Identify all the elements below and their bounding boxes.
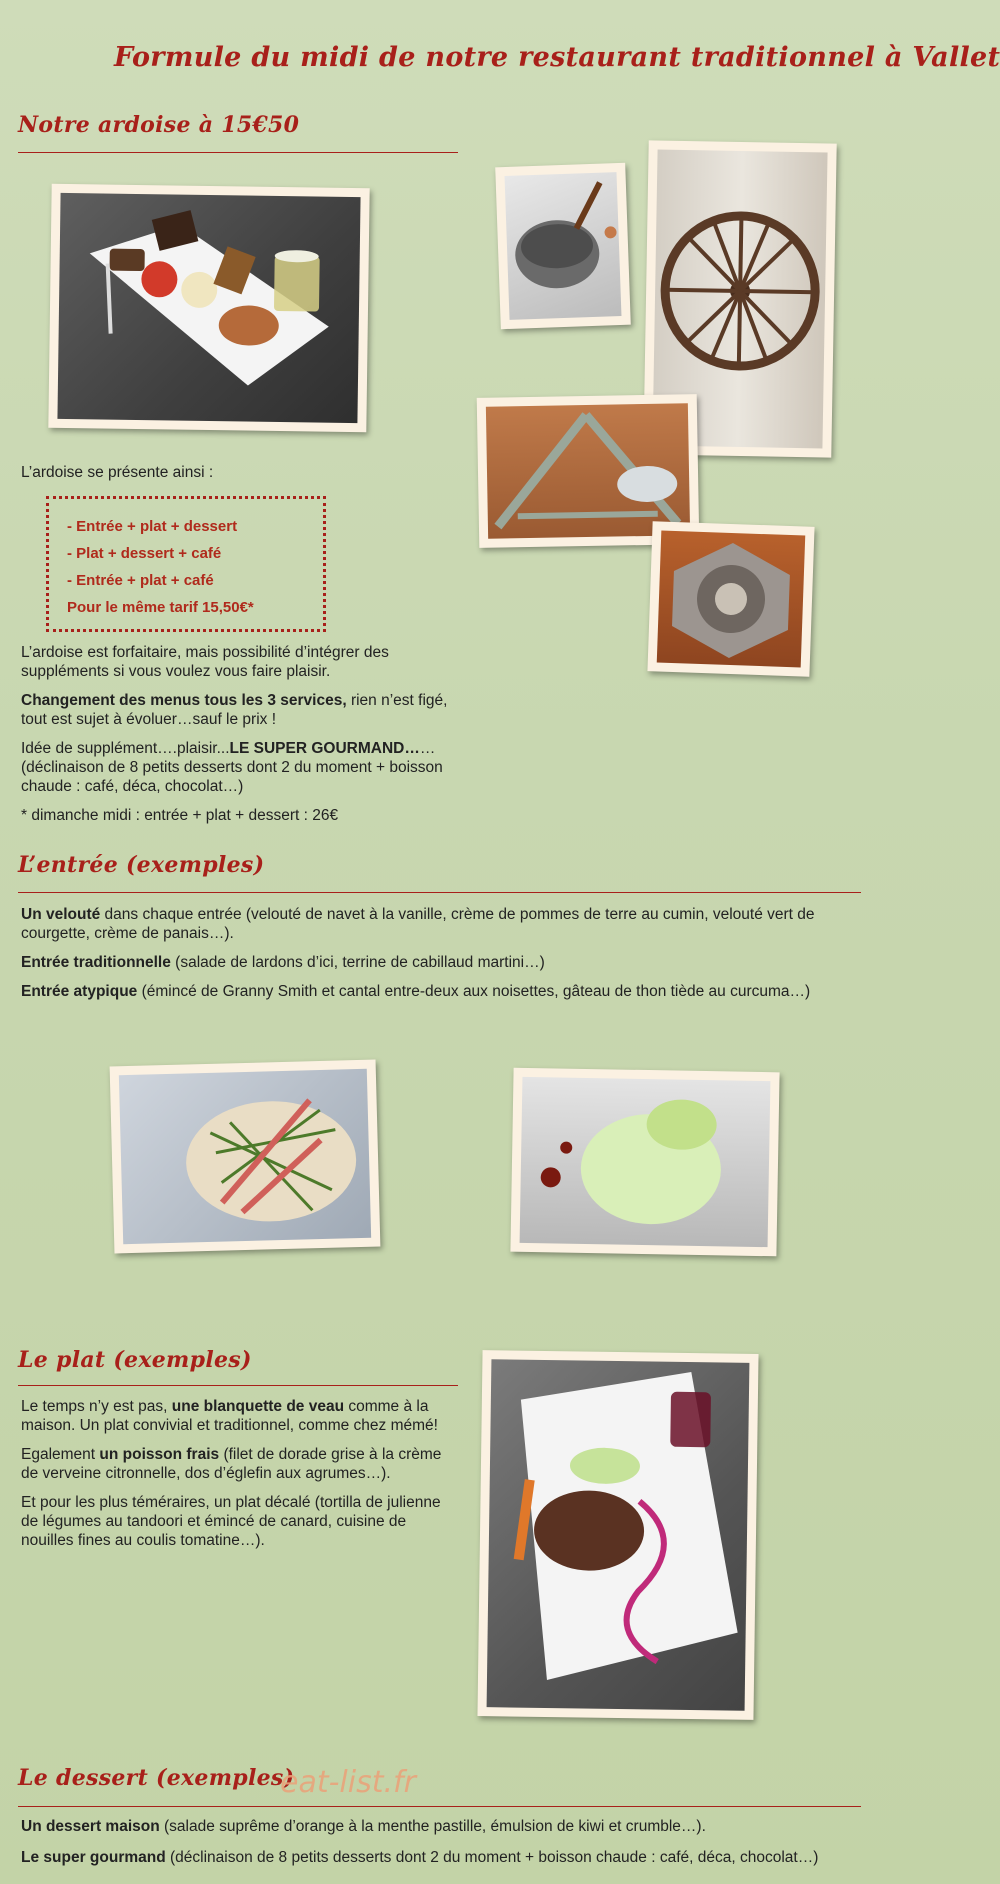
dessert-line: Un dessert maison (salade suprême d’orange à la menthe pastille, émulsion de kiwi et crumble…).: [21, 1818, 706, 1835]
rack-illustration: [486, 403, 690, 539]
ardoise-paragraph: Changement des menus tous les 3 services, rien n’est figé, tout est sujet à évoluer…sauf le prix !: [21, 692, 448, 728]
dessert-heading: Le dessert (exemples): [18, 1765, 295, 1791]
entree-photo-2: [510, 1068, 779, 1257]
offer-price: Pour le même tarif 15,50€*: [67, 599, 254, 616]
ardoise-plate-illustration: [57, 193, 360, 423]
offer-box: [46, 496, 326, 632]
entree-photo-2-illustration: [520, 1077, 771, 1247]
ardoise-intro: L’ardoise se présente ainsi :: [21, 464, 214, 481]
dessert-divider: [18, 1806, 861, 1807]
offer-item: - Plat + dessert + café: [67, 545, 222, 562]
colander-illustration: [505, 172, 622, 320]
entree-photo-1: [110, 1060, 381, 1254]
ardoise-paragraph: L’ardoise est forfaitaire, mais possibilité d’intégrer des suppléments si vous voulez vous faire plaisir.: [21, 644, 389, 680]
offer-item: - Entrée + plat + dessert: [67, 518, 238, 535]
plat-details: [21, 1397, 461, 1560]
entree-line: Entrée atypique (émincé de Granny Smith et cantal entre-deux aux noisettes, gâteau de thon tiède au curcuma…): [21, 983, 811, 1000]
entree-line: Entrée traditionnelle (salade de lardons d’ici, terrine de cabillaud martini…): [21, 954, 545, 971]
plat-photo-illustration: [487, 1359, 750, 1711]
plat-paragraph: Le temps n’y est pas, une blanquette de veau comme à la maison. Un plat convivial et traditionnel, comme chez mémé!: [21, 1398, 438, 1434]
ardoise-divider: [18, 152, 458, 153]
dessert-details: [21, 1817, 861, 1877]
ardoise-details: [21, 643, 461, 835]
dessert-line: Le super gourmand (déclinaison de 8 petits desserts dont 2 du moment + boisson chaude : café, déca, chocolat…): [21, 1849, 819, 1866]
ardoise-paragraph: * dimanche midi : entrée + plat + dessert : 26€: [21, 807, 339, 824]
page-title: Formule du midi de notre restaurant traditionnel à Vallet: [114, 42, 1000, 73]
ardoise-plate-photo: [48, 184, 369, 432]
plat-heading: Le plat (exemples): [18, 1347, 252, 1373]
ardoise-paragraph: Idée de supplément….plaisir...LE SUPER GOURMAND…… (déclinaison de 8 petits desserts dont 2 du moment + boisson chaude : café, déca, chocolat…): [21, 740, 443, 795]
entree-heading: L’entrée (exemples): [18, 852, 265, 878]
metal-dish-illustration: [657, 531, 806, 668]
entree-line: Un velouté dans chaque entrée (velouté de navet à la vanille, crème de pommes de terre au cumin, velouté vert de courgette, crème de panais…).: [21, 906, 815, 942]
colander-photo: [495, 163, 631, 329]
ardoise-heading: Notre ardoise à 15€50: [18, 112, 300, 138]
plat-paragraph: Et pour les plus téméraires, un plat décalé (tortilla de julienne de légumes au tandoori et émincé de canard, cuisine de nouilles fines au coulis tomatine…).: [21, 1494, 441, 1549]
plat-divider: [18, 1385, 458, 1386]
plat-photo: [477, 1350, 758, 1720]
watermark-text: eat-list.fr: [280, 1765, 416, 1800]
plat-paragraph: Egalement un poisson frais (filet de dorade grise à la crème de verveine citronnelle, dos d’églefin aux agrumes…).: [21, 1446, 442, 1482]
entree-divider: [18, 892, 861, 893]
entree-details: [21, 905, 861, 1011]
entree-photo-1-illustration: [119, 1069, 371, 1244]
offer-item: - Entrée + plat + café: [67, 572, 214, 589]
metal-dish-photo: [647, 521, 814, 677]
